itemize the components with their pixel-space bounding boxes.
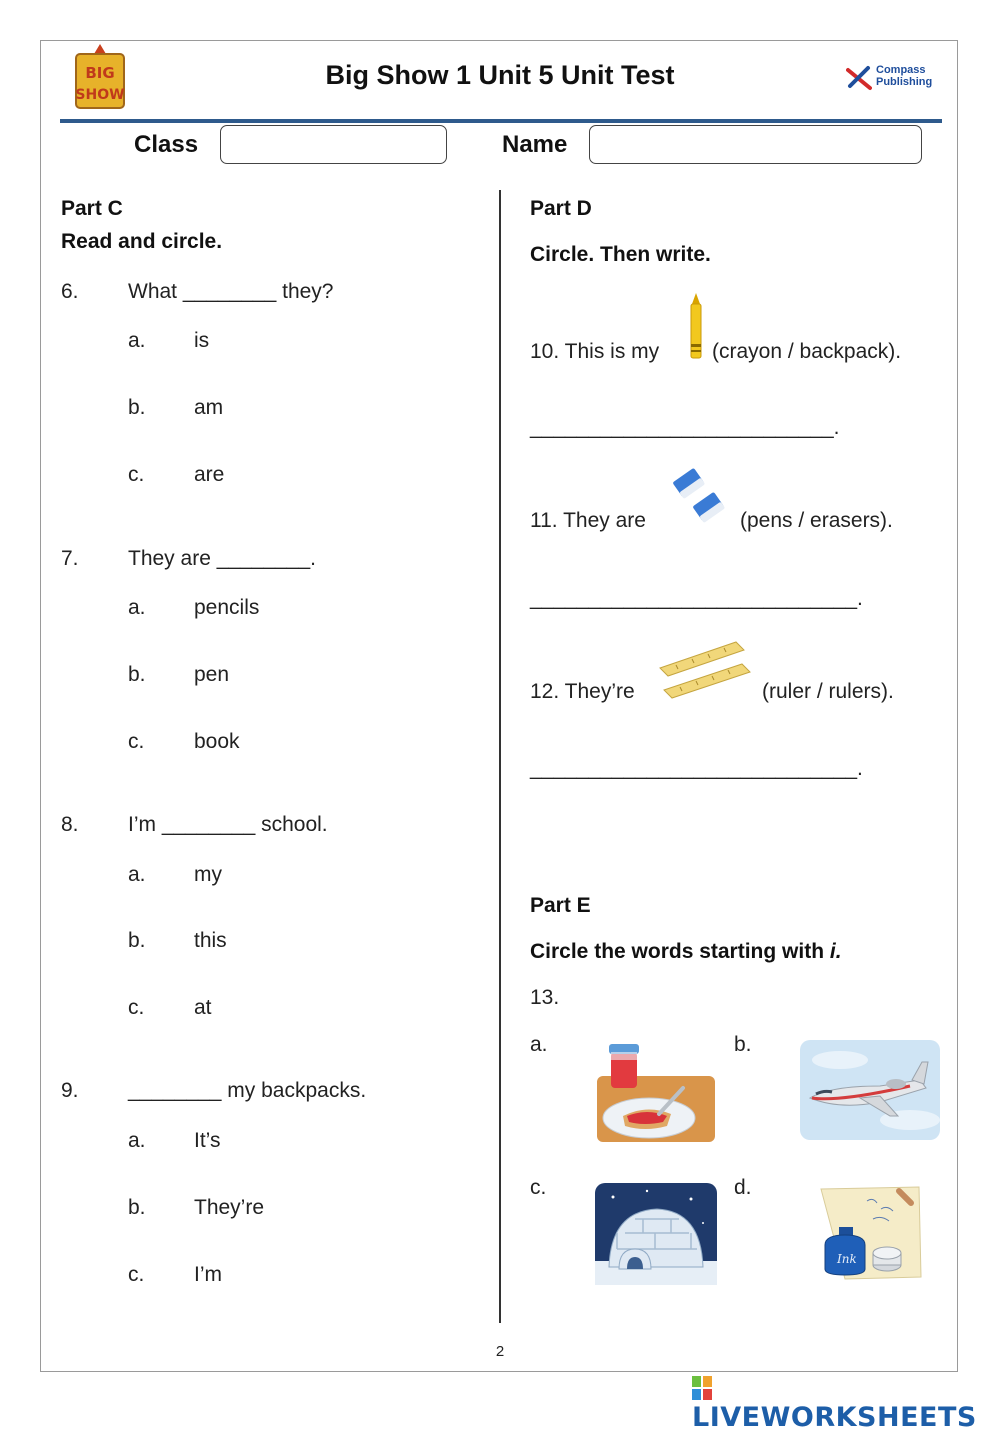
option-letter: a. xyxy=(128,596,146,619)
name-label: Name xyxy=(502,131,568,158)
erasers-icon xyxy=(672,466,728,528)
page-title: Big Show 1 Unit 5 Unit Test xyxy=(325,60,675,90)
ink-label: Ink xyxy=(837,1252,857,1266)
item-choices[interactable]: (crayon / backpack). xyxy=(712,340,902,363)
option-letter: b. xyxy=(128,663,146,686)
jet-icon[interactable] xyxy=(800,1040,940,1140)
question-number: 6. xyxy=(61,280,79,303)
part-c-instruction: Read and circle. xyxy=(61,230,223,253)
option-letter: a. xyxy=(128,863,146,886)
part-e-instruction-text: Circle the words starting with xyxy=(530,940,830,963)
part-e-heading: Part E xyxy=(530,894,591,917)
question-text: They are ________. xyxy=(128,547,316,570)
question-text: ________ my backpacks. xyxy=(128,1079,367,1102)
compass-publishing-logo xyxy=(846,62,946,94)
column-divider xyxy=(499,190,501,1323)
item-choices[interactable]: (pens / erasers). xyxy=(740,509,893,532)
option-letter: c. xyxy=(128,463,145,486)
item-choices[interactable]: (ruler / rulers). xyxy=(762,680,894,703)
option-letter: b. xyxy=(128,929,146,952)
option-text[interactable]: am xyxy=(194,396,224,419)
answer-line[interactable]: ____________________________. xyxy=(530,587,863,610)
question-number: 13. xyxy=(530,986,560,1009)
crayon-icon xyxy=(688,292,704,360)
part-d-instruction: Circle. Then write. xyxy=(530,243,711,266)
svg-text:SHOW: SHOW xyxy=(75,87,125,103)
answer-line[interactable]: ____________________________. xyxy=(530,757,863,780)
question-text: I’m ________ school. xyxy=(128,813,328,836)
ink-icon[interactable] xyxy=(815,1185,923,1281)
class-input[interactable] xyxy=(220,125,447,164)
class-label: Class xyxy=(134,131,199,158)
option-letter: b. xyxy=(734,1033,752,1056)
option-letter: c. xyxy=(128,996,145,1019)
liveworksheets-logo[interactable] xyxy=(692,1376,1000,1433)
answer-line[interactable]: __________________________. xyxy=(530,416,840,439)
part-e-instruction xyxy=(530,940,842,964)
question-number: 8. xyxy=(61,813,79,836)
svg-text:BIG: BIG xyxy=(85,64,115,82)
question-number: 7. xyxy=(61,547,79,570)
question-number: 9. xyxy=(61,1079,79,1102)
question-text: What ________ they? xyxy=(128,280,334,303)
option-letter: a. xyxy=(128,1129,146,1152)
option-text[interactable]: pencils xyxy=(194,596,260,619)
rulers-icon xyxy=(656,638,752,700)
option-letter: c. xyxy=(530,1176,547,1199)
option-letter: c. xyxy=(128,730,145,753)
option-text[interactable]: They’re xyxy=(194,1196,265,1219)
igloo-icon[interactable] xyxy=(595,1183,717,1285)
option-letter: c. xyxy=(128,1263,145,1286)
option-text[interactable]: pen xyxy=(194,663,230,686)
option-text[interactable]: my xyxy=(194,863,222,886)
part-c-heading: Part C xyxy=(61,197,123,220)
name-input[interactable] xyxy=(589,125,922,164)
option-letter: d. xyxy=(734,1176,752,1199)
compass-logo-line2: Publishing xyxy=(876,76,933,88)
page-number: 2 xyxy=(495,1343,505,1360)
liveworksheets-badge-icon xyxy=(692,1376,712,1400)
part-d-heading: Part D xyxy=(530,197,592,220)
item-prompt: 11. They are xyxy=(530,509,646,532)
part-e-instruction-letter: i. xyxy=(829,940,842,963)
option-text[interactable]: It’s xyxy=(194,1129,221,1152)
jam-icon[interactable] xyxy=(597,1040,715,1142)
option-text[interactable]: at xyxy=(194,996,212,1019)
option-text[interactable]: book xyxy=(194,730,240,753)
item-prompt: 12. They’re xyxy=(530,680,635,703)
option-text[interactable]: are xyxy=(194,463,225,486)
option-letter: b. xyxy=(128,1196,146,1219)
option-letter: a. xyxy=(530,1033,548,1056)
option-text[interactable]: is xyxy=(194,329,210,352)
option-letter: b. xyxy=(128,396,146,419)
option-letter: a. xyxy=(128,329,146,352)
compass-logo-line1: Compass xyxy=(876,64,926,76)
option-text[interactable]: I’m xyxy=(194,1263,222,1286)
item-prompt: 10. This is my xyxy=(530,340,660,363)
header-rule xyxy=(60,119,942,123)
option-text[interactable]: this xyxy=(194,929,227,952)
liveworksheets-brand: LIVEWORKSHEETS xyxy=(692,1402,977,1433)
